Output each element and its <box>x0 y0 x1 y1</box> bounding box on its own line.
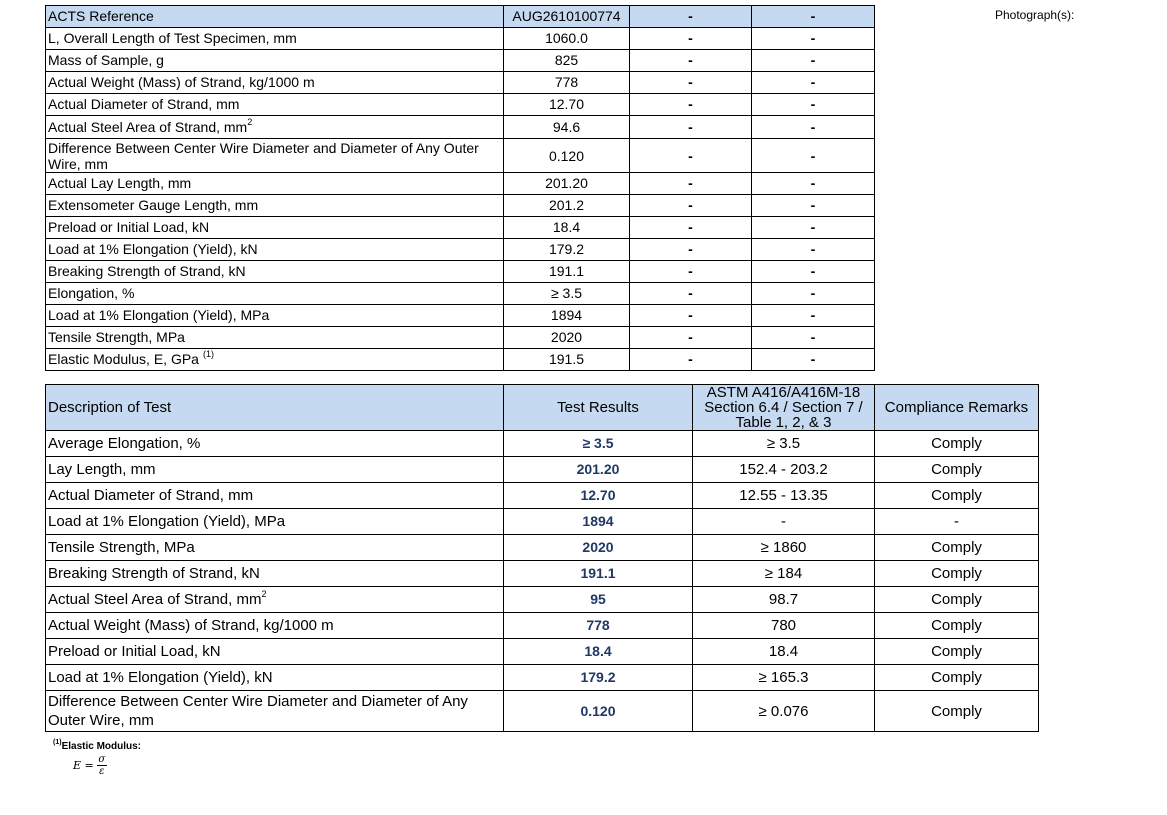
result-row <box>46 587 1039 613</box>
reference-label <box>46 6 504 28</box>
reference-column-3 <box>752 139 875 173</box>
superscript: 2 <box>261 589 267 599</box>
result-value-text: 778 <box>586 617 610 633</box>
result-value <box>504 457 693 483</box>
result-spec <box>693 665 875 691</box>
formula-denominator: ε <box>99 766 105 777</box>
reference-label <box>46 239 504 261</box>
reference-label <box>46 173 504 195</box>
reference-column-2 <box>630 50 752 72</box>
reference-label <box>46 217 504 239</box>
reference-row <box>46 195 875 217</box>
result-description-text: Actual Weight (Mass) of Strand, kg/1000 m <box>48 617 334 634</box>
result-value <box>504 639 693 665</box>
result-value-text: 12.70 <box>580 487 616 503</box>
reference-column-2-text: - <box>688 219 693 235</box>
reference-value <box>504 261 630 283</box>
result-description-text: Actual Steel Area of Strand, mm <box>48 591 262 608</box>
result-remark-text: Comply <box>931 539 982 556</box>
reference-column-3-text: - <box>810 307 816 323</box>
reference-label <box>46 94 504 116</box>
result-spec <box>693 691 875 732</box>
reference-value <box>504 195 630 217</box>
reference-column-2-text: - <box>688 52 693 68</box>
formula-lhs: E = <box>73 759 94 772</box>
reference-column-2 <box>630 6 752 28</box>
reference-column-3 <box>752 195 875 217</box>
result-row <box>46 457 1039 483</box>
reference-row <box>46 28 875 50</box>
reference-column-3-text: - <box>810 147 816 164</box>
reference-column-2-text: - <box>688 175 693 191</box>
reference-row <box>46 327 875 349</box>
result-value <box>504 509 693 535</box>
reference-value-text: 191.5 <box>548 351 585 367</box>
reference-column-2-text: - <box>688 96 693 112</box>
reference-value <box>504 349 630 371</box>
photographs-label: Photograph(s): <box>995 8 1075 22</box>
reference-column-3 <box>752 50 875 72</box>
reference-label <box>46 139 504 173</box>
reference-column-2-text: - <box>688 263 693 279</box>
header-description: Description of Test <box>46 385 504 431</box>
superscript: 2 <box>247 116 253 127</box>
result-value-text: 179.2 <box>580 669 616 685</box>
reference-value <box>504 116 630 139</box>
reference-row <box>46 261 875 283</box>
reference-value-text: 1060.0 <box>545 30 588 46</box>
reference-column-2-text: - <box>688 8 693 24</box>
result-remark-text: Comply <box>931 591 982 608</box>
formula-numerator: σ <box>98 754 106 765</box>
result-description-text: Difference Between Center Wire Diameter and Diameter of Any Outer Wire, mm <box>48 693 468 729</box>
result-spec-text: 780 <box>770 617 797 634</box>
result-remark <box>875 483 1039 509</box>
result-spec-text: 12.55 - 13.35 <box>739 487 828 504</box>
reference-row <box>46 173 875 195</box>
reference-value <box>504 217 630 239</box>
result-description-text: Breaking Strength of Strand, kN <box>48 565 260 582</box>
result-description-text: Tensile Strength, MPa <box>48 539 195 556</box>
test-results-table <box>45 384 1039 732</box>
reference-column-2-text: - <box>688 74 693 90</box>
reference-column-2-text: - <box>688 285 693 301</box>
result-description-text: Average Elongation, % <box>48 435 201 452</box>
result-row <box>46 665 1039 691</box>
reference-row <box>46 6 875 28</box>
reference-value-text: 179.2 <box>548 241 585 257</box>
reference-label <box>46 28 504 50</box>
reference-value-text: ≥ 3.5 <box>550 285 583 301</box>
reference-column-3-text: - <box>810 285 816 301</box>
reference-column-2 <box>630 283 752 305</box>
reference-column-2-text: - <box>688 118 693 135</box>
reference-label <box>46 72 504 94</box>
reference-row <box>46 239 875 261</box>
result-value <box>504 535 693 561</box>
result-remark <box>875 431 1039 457</box>
result-description <box>46 509 504 535</box>
result-value <box>504 431 693 457</box>
reference-column-3-text: - <box>810 30 816 46</box>
reference-row <box>46 139 875 173</box>
reference-column-2 <box>630 349 752 371</box>
reference-column-2-text: - <box>688 351 693 367</box>
reference-column-2 <box>630 28 752 50</box>
result-spec-text: ≥ 184 <box>764 565 803 582</box>
superscript: (1) <box>202 349 214 360</box>
result-spec <box>693 613 875 639</box>
reference-value-text: AUG2610100774 <box>512 8 621 24</box>
result-spec <box>693 483 875 509</box>
reference-label-text: L, Overall Length of Test Specimen, mm <box>48 30 297 46</box>
reference-column-2-text: - <box>688 30 693 46</box>
reference-column-3 <box>752 261 875 283</box>
reference-label-text: Load at 1% Elongation (Yield), kN <box>48 241 258 257</box>
reference-column-3 <box>752 28 875 50</box>
result-description <box>46 613 504 639</box>
reference-column-2 <box>630 217 752 239</box>
formula-fraction <box>97 754 107 777</box>
result-spec-text: ≥ 0.076 <box>758 702 809 720</box>
reference-column-2-text: - <box>688 147 693 164</box>
footnote-marker: (1) <box>53 738 62 746</box>
reference-column-3-text: - <box>810 351 816 367</box>
footnote-text: Elastic Modulus: <box>61 741 142 752</box>
result-spec <box>693 457 875 483</box>
reference-value <box>504 173 630 195</box>
reference-label-text: Actual Diameter of Strand, mm <box>48 96 240 112</box>
reference-label <box>46 261 504 283</box>
reference-row <box>46 72 875 94</box>
result-spec <box>693 587 875 613</box>
reference-label <box>46 195 504 217</box>
reference-column-3 <box>752 305 875 327</box>
reference-column-3 <box>752 239 875 261</box>
result-row <box>46 639 1039 665</box>
reference-column-3-text: - <box>810 197 816 213</box>
reference-column-3-text: - <box>810 175 816 191</box>
result-value-text: ≥ 3.5 <box>582 435 614 451</box>
results-header-row <box>46 385 1039 431</box>
reference-value-text: 201.20 <box>545 175 588 191</box>
header-compliance-remarks: Compliance Remarks <box>875 385 1039 431</box>
reference-row <box>46 94 875 116</box>
reference-row <box>46 283 875 305</box>
reference-value-text: 18.4 <box>552 219 581 235</box>
result-remark-text: Comply <box>931 435 982 452</box>
result-value-text: 201.20 <box>576 461 620 477</box>
reference-column-3 <box>752 94 875 116</box>
reference-column-3 <box>752 173 875 195</box>
result-remark-text: - <box>954 513 959 530</box>
result-remark <box>875 561 1039 587</box>
reference-column-2-text: - <box>688 307 693 323</box>
reference-column-3-text: - <box>810 263 816 279</box>
reference-column-3 <box>752 217 875 239</box>
reference-column-2 <box>630 139 752 173</box>
reference-column-2 <box>630 261 752 283</box>
result-remark <box>875 587 1039 613</box>
result-spec-text: 152.4 - 203.2 <box>739 461 828 478</box>
reference-column-3-text: - <box>810 219 816 235</box>
reference-value-text: 12.70 <box>548 96 585 112</box>
result-remark <box>875 509 1039 535</box>
reference-label-text: Difference Between Center Wire Diameter and Diameter of Any Outer Wire, mm <box>48 139 479 172</box>
result-remark-text: Comply <box>931 461 982 478</box>
reference-column-2 <box>630 94 752 116</box>
reference-value <box>504 94 630 116</box>
result-remark-text: Comply <box>931 643 982 660</box>
reference-column-3 <box>752 72 875 94</box>
reference-label-text: Preload or Initial Load, kN <box>48 219 210 235</box>
reference-value-text: 0.120 <box>548 147 585 164</box>
reference-label-text: ACTS Reference <box>48 8 154 24</box>
reference-column-2-text: - <box>688 329 693 345</box>
result-description <box>46 431 504 457</box>
result-value-text: 18.4 <box>584 643 612 659</box>
reference-column-2 <box>630 239 752 261</box>
reference-value <box>504 50 630 72</box>
result-value <box>504 561 693 587</box>
result-spec-text: 18.4 <box>768 643 799 660</box>
reference-value <box>504 139 630 173</box>
result-remark <box>875 665 1039 691</box>
reference-row <box>46 50 875 72</box>
result-remark-text: Comply <box>931 487 982 504</box>
result-value-text: 0.120 <box>580 702 616 719</box>
result-description <box>46 665 504 691</box>
reference-label-text: Breaking Strength of Strand, kN <box>48 263 246 279</box>
reference-column-3-text: - <box>810 241 816 257</box>
reference-value-text: 201.2 <box>548 197 585 213</box>
result-value <box>504 665 693 691</box>
reference-value <box>504 28 630 50</box>
result-value-text: 2020 <box>582 539 614 555</box>
result-spec-text: - <box>781 513 786 530</box>
reference-column-3-text: - <box>810 52 816 68</box>
reference-value <box>504 239 630 261</box>
reference-column-3-text: - <box>810 329 816 345</box>
reference-row <box>46 116 875 139</box>
result-value <box>504 483 693 509</box>
reference-row <box>46 349 875 371</box>
reference-column-3 <box>752 116 875 139</box>
result-description <box>46 691 504 732</box>
result-spec-text: ≥ 165.3 <box>758 669 809 686</box>
result-spec-text: ≥ 1860 <box>760 539 807 556</box>
result-description-text: Load at 1% Elongation (Yield), kN <box>48 669 273 686</box>
reference-row <box>46 217 875 239</box>
reference-column-2 <box>630 305 752 327</box>
reference-value <box>504 283 630 305</box>
reference-value-text: 778 <box>554 74 579 90</box>
reference-value-text: 1894 <box>550 307 583 323</box>
result-row <box>46 691 1039 732</box>
reference-column-2 <box>630 173 752 195</box>
header-test-results: Test Results <box>504 385 693 431</box>
reference-label <box>46 283 504 305</box>
result-value <box>504 691 693 732</box>
result-remark-text: Comply <box>931 617 982 634</box>
reference-column-2 <box>630 116 752 139</box>
result-spec <box>693 561 875 587</box>
result-value-text: 95 <box>590 591 606 607</box>
result-row <box>46 535 1039 561</box>
reference-value-text: 825 <box>554 52 579 68</box>
reference-label <box>46 50 504 72</box>
reference-label-text: Elongation, % <box>48 285 135 301</box>
result-row <box>46 561 1039 587</box>
result-remark <box>875 457 1039 483</box>
reference-label-text: Tensile Strength, MPa <box>48 329 185 345</box>
result-value-text: 191.1 <box>580 565 616 581</box>
reference-column-2 <box>630 327 752 349</box>
reference-column-3-text: - <box>810 96 816 112</box>
reference-value <box>504 327 630 349</box>
reference-label-text: Actual Weight (Mass) of Strand, kg/1000 m <box>48 74 315 90</box>
result-description <box>46 457 504 483</box>
elastic-modulus-formula <box>73 754 107 777</box>
reference-value <box>504 72 630 94</box>
reference-row <box>46 305 875 327</box>
result-description <box>46 535 504 561</box>
reference-label-text: Extensometer Gauge Length, mm <box>48 197 259 213</box>
result-description <box>46 587 504 613</box>
reference-label-text: Mass of Sample, g <box>48 52 164 68</box>
reference-value-text: 191.1 <box>548 263 585 279</box>
result-row <box>46 613 1039 639</box>
reference-column-3-text: - <box>810 8 816 24</box>
result-value <box>504 613 693 639</box>
footnote <box>53 738 142 752</box>
reference-label <box>46 305 504 327</box>
result-remark-text: Comply <box>931 702 982 720</box>
reference-table <box>45 5 875 371</box>
result-spec <box>693 509 875 535</box>
result-description-text: Lay Length, mm <box>48 461 156 478</box>
reference-column-2 <box>630 72 752 94</box>
reference-label <box>46 327 504 349</box>
reference-label <box>46 349 504 371</box>
result-spec <box>693 535 875 561</box>
result-spec <box>693 431 875 457</box>
reference-label <box>46 116 504 139</box>
result-description-text: Preload or Initial Load, kN <box>48 643 221 660</box>
result-row <box>46 431 1039 457</box>
result-value-text: 1894 <box>582 513 614 529</box>
reference-label-text: Actual Steel Area of Strand, mm <box>48 118 248 135</box>
result-row <box>46 483 1039 509</box>
reference-column-2 <box>630 195 752 217</box>
reference-label-text: Load at 1% Elongation (Yield), MPa <box>48 307 270 323</box>
result-remark <box>875 535 1039 561</box>
reference-column-3 <box>752 6 875 28</box>
header-spec: ASTM A416/A416M-18 Section 6.4 / Section 7 / Table 1, 2, & 3 <box>693 385 875 431</box>
result-description <box>46 561 504 587</box>
reference-value <box>504 305 630 327</box>
reference-value <box>504 6 630 28</box>
result-remark-text: Comply <box>931 565 982 582</box>
result-remark <box>875 691 1039 732</box>
result-remark <box>875 639 1039 665</box>
reference-column-3 <box>752 327 875 349</box>
result-remark-text: Comply <box>931 669 982 686</box>
reference-column-3-text: - <box>810 74 816 90</box>
result-value <box>504 587 693 613</box>
reference-label-text: Elastic Modulus, E, GPa <box>48 351 199 367</box>
result-description-text: Load at 1% Elongation (Yield), MPa <box>48 513 286 530</box>
reference-label-text: Actual Lay Length, mm <box>48 175 192 191</box>
result-remark <box>875 613 1039 639</box>
reference-value-text: 94.6 <box>552 118 581 135</box>
reference-column-3 <box>752 349 875 371</box>
result-spec <box>693 639 875 665</box>
reference-column-2-text: - <box>688 241 693 257</box>
result-description <box>46 639 504 665</box>
result-description-text: Actual Diameter of Strand, mm <box>48 487 254 504</box>
reference-column-3 <box>752 283 875 305</box>
reference-value-text: 2020 <box>550 329 583 345</box>
result-spec-text: 98.7 <box>768 591 799 608</box>
result-spec-text: ≥ 3.5 <box>766 435 801 452</box>
result-description <box>46 483 504 509</box>
reference-column-2-text: - <box>688 197 693 213</box>
reference-column-3-text: - <box>810 118 816 135</box>
result-row <box>46 509 1039 535</box>
